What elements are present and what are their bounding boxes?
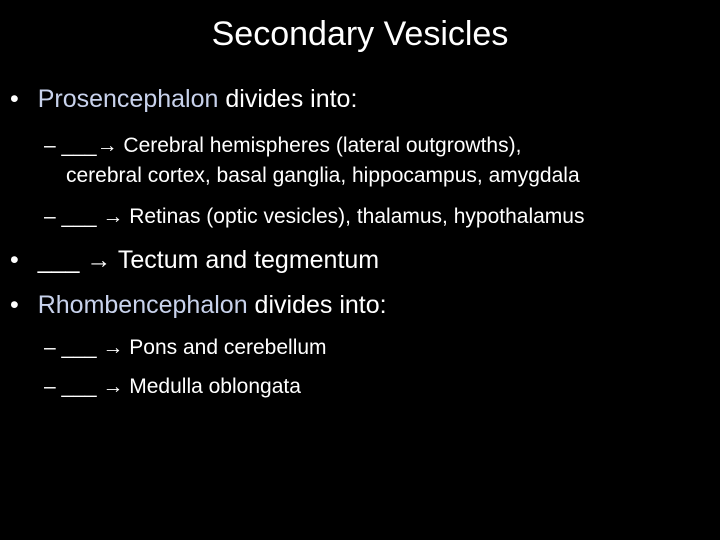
subitem-text: Retinas (optic vesicles), thalamus, hypothalamus [123,205,585,228]
blank: ___ [61,205,97,228]
arrow-icon: → [102,205,124,228]
arrow-icon: → [102,336,124,359]
bullet-glyph: • [10,246,19,274]
subitem-text: Cerebral hemispheres (lateral outgrowths), [117,134,522,157]
term-rhombencephalon: Rhombencephalon [37,291,248,319]
subitem-text: Pons and cerebellum [123,336,327,359]
bullet-text: divides into: [218,85,358,113]
bullet-glyph: • [10,291,19,319]
slide-title: Secondary Vesicles [211,15,509,53]
subitem-text: Medulla oblongata [123,375,301,398]
arrow-icon: → [102,375,124,398]
subitem-retinas [44,204,584,230]
subitem-pons [44,335,327,361]
arrow-icon: → [96,134,118,157]
dash-glyph: – [44,134,56,157]
arrow-icon: → [86,246,112,274]
dash-glyph: – [44,375,56,398]
bullet-prosencephalon [10,84,357,114]
blank: ___ [61,134,97,157]
subitem-cerebral-hemispheres-cont [66,163,580,189]
subitem-text-cont: cerebral cortex, basal ganglia, hippocampus, amygdala [66,164,580,187]
bullet-text: Tectum and tegmentum [111,246,380,274]
bullet-glyph: • [10,85,19,113]
dash-glyph: – [44,336,56,359]
bullet-rhombencephalon [10,290,387,320]
dash-glyph: – [44,205,56,228]
term-prosencephalon: Prosencephalon [37,85,219,113]
blank: ___ [37,246,80,274]
blank: ___ [61,375,97,398]
bullet-tectum [10,245,379,275]
subitem-medulla [44,374,301,400]
subitem-cerebral-hemispheres [44,133,521,159]
bullet-text: divides into: [247,291,387,319]
blank: ___ [61,336,97,359]
